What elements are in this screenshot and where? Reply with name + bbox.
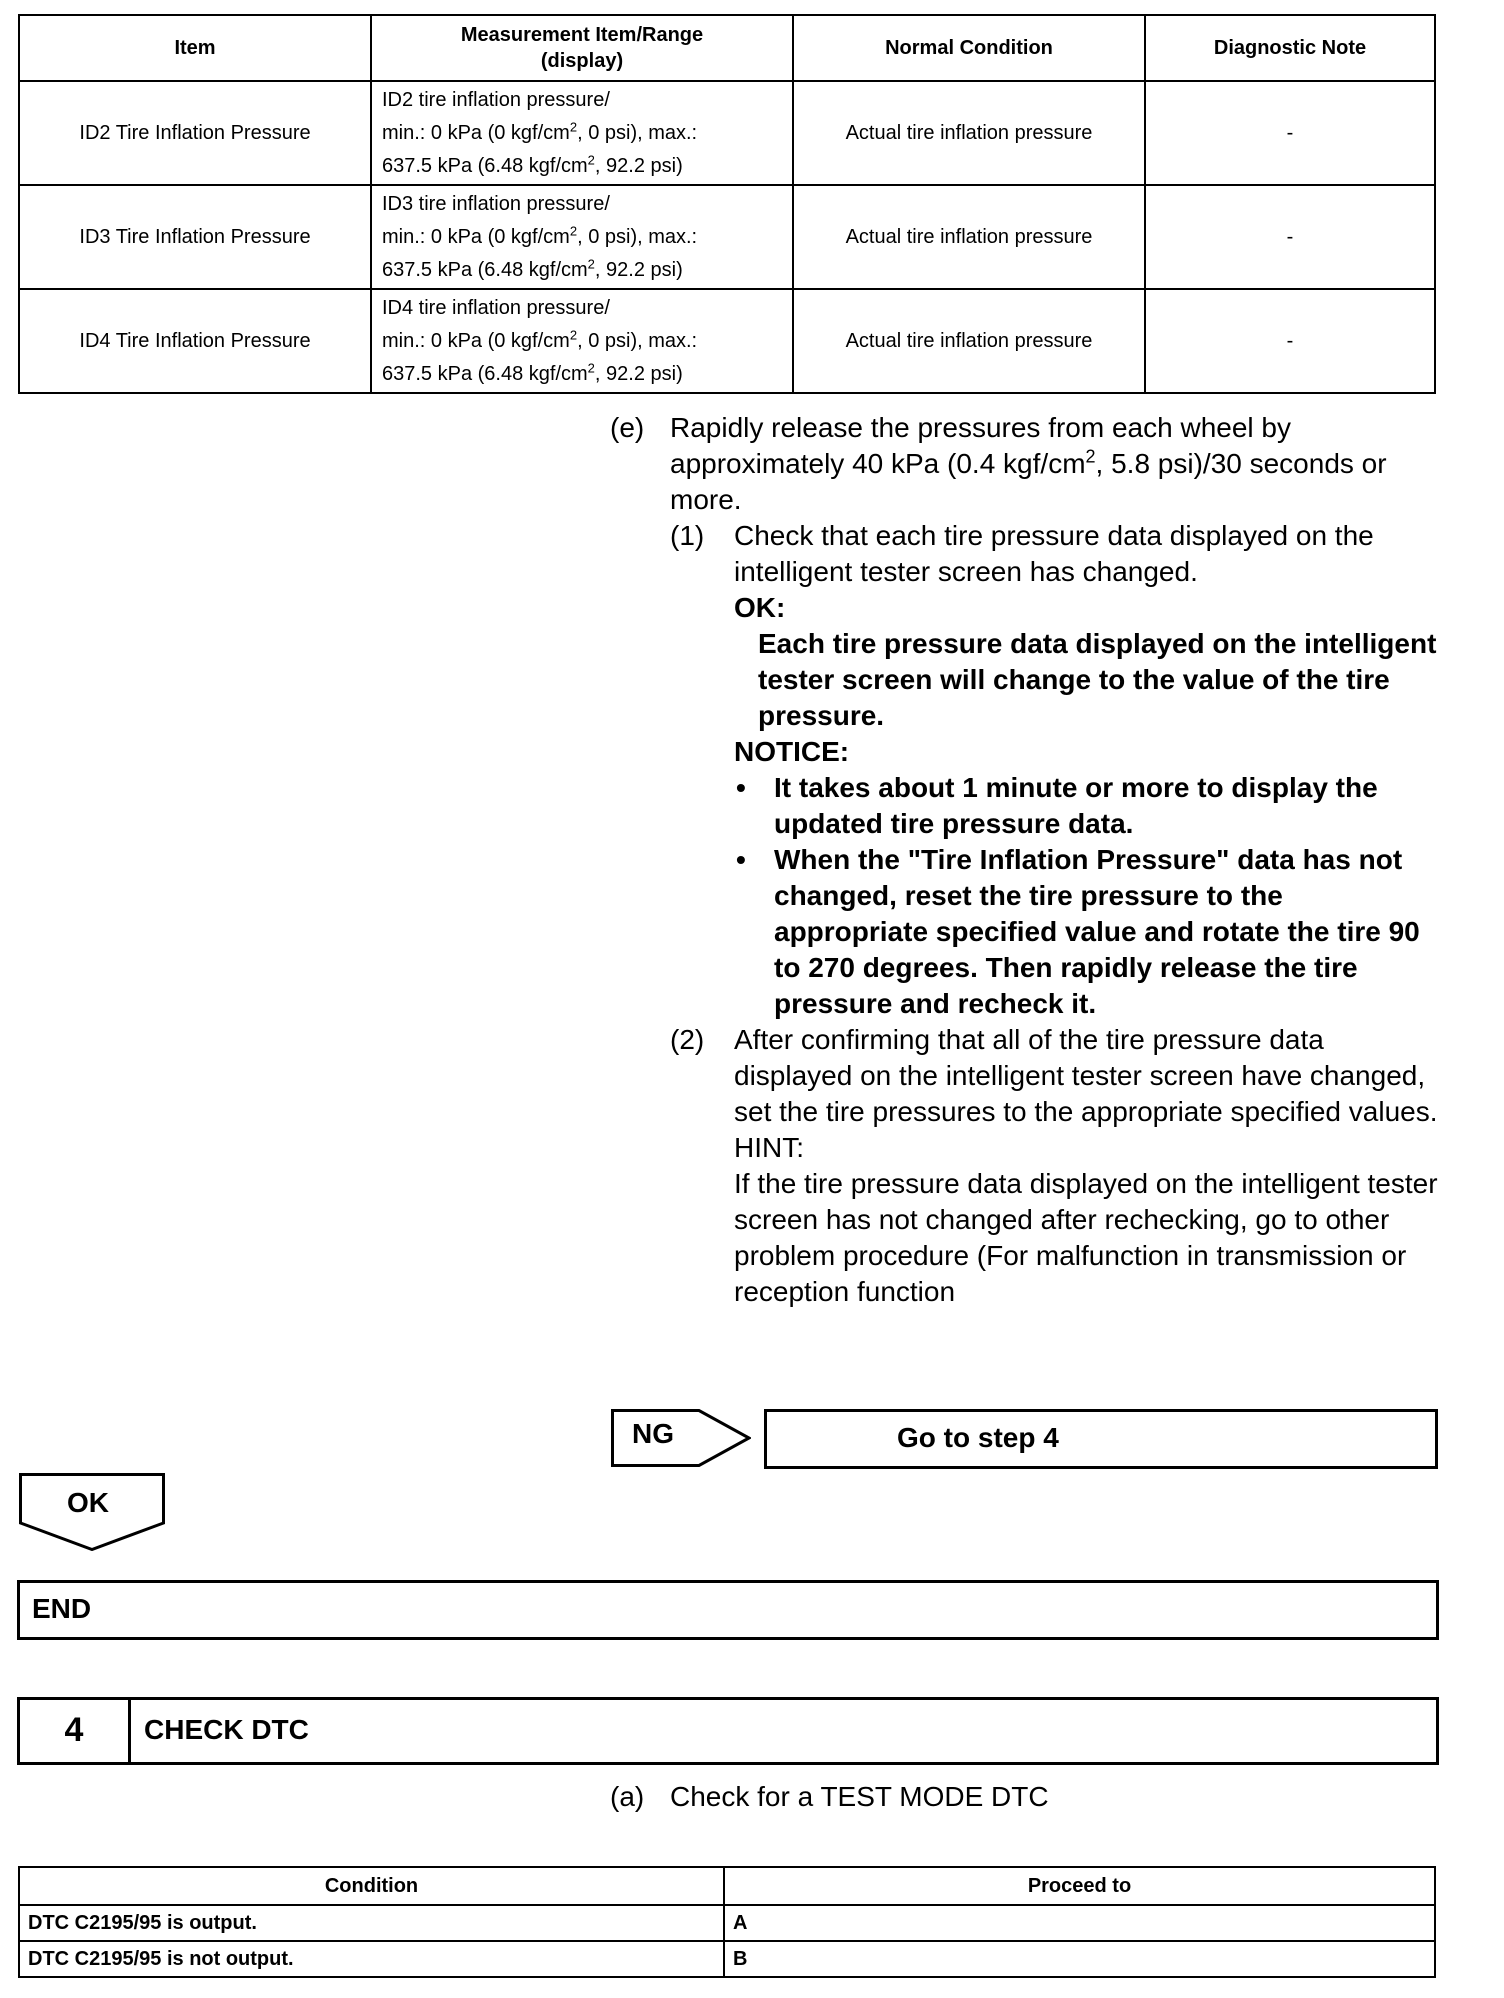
table-row	[19, 1941, 1435, 1977]
superscript: 2	[569, 118, 578, 134]
cell-normal-condition: Actual tire inflation pressure	[793, 81, 1145, 185]
hint-text: If the tire pressure data displayed on the intelligent tester screen has not changed after rechecking, go to other problem procedure (For malfunction in transmission or reception function	[734, 1168, 1438, 1307]
step-4-substep-a	[610, 1779, 1049, 1815]
cell-range	[371, 185, 793, 289]
header-measurement-range-text: Measurement Item/Range (display)	[460, 24, 704, 72]
substep-2-label: (2)	[670, 1024, 705, 1055]
range-text: , 92.2 psi)	[594, 154, 683, 177]
hint-label: HINT:	[734, 1132, 804, 1163]
substep-a-text: Check for a TEST MODE DTC	[670, 1781, 1049, 1812]
cell-range	[371, 289, 793, 393]
superscript: 2	[569, 222, 578, 238]
step-e-text: Rapidly release the pressures from each wheel by approximately 40 kPa (0.4 kgf/cm	[670, 412, 1291, 479]
notice-bullet	[734, 842, 1440, 1022]
end-box	[17, 1580, 1439, 1640]
step-e	[610, 410, 1440, 518]
substep-1-text: Check that each tire pressure data displayed on the intelligent tester screen has changed.	[734, 520, 1374, 587]
header-item: Item	[19, 15, 371, 81]
data-list-table	[18, 14, 1436, 394]
range-line: ID2 tire inflation pressure/	[382, 88, 610, 111]
step-title: CHECK DTC	[144, 1714, 309, 1745]
range-text: min.: 0 kPa (0 kgf/cm	[382, 225, 570, 248]
range-text: , 92.2 psi)	[594, 258, 683, 281]
step-e-label: (e)	[610, 412, 645, 443]
range-text: , 0 psi), max.:	[577, 121, 698, 144]
range-line	[382, 117, 782, 150]
header-measurement-range	[371, 15, 793, 81]
table-row	[19, 185, 1435, 289]
range-line	[382, 254, 782, 287]
notice-bullet-text: It takes about 1 minute or more to display the updated tire pressure data.	[774, 772, 1378, 839]
substep-2-text: After confirming that all of the tire pressure data displayed on the intelligent tester screen have changed, set the tire pressures to the appropriate specified values.	[734, 1024, 1438, 1127]
substep-1-label: (1)	[670, 520, 705, 551]
step-4-header	[17, 1697, 1439, 1765]
ok-label: OK:	[734, 592, 786, 623]
range-text: 637.5 kPa (6.48 kgf/cm	[382, 258, 588, 281]
range-line	[382, 221, 782, 254]
condition-table	[18, 1866, 1436, 1978]
notice-label: NOTICE:	[734, 736, 850, 767]
header-proceed-to: Proceed to	[724, 1867, 1435, 1905]
superscript: 2	[587, 255, 595, 271]
ok-result-label: OK	[67, 1487, 109, 1518]
cell-diagnostic-note: -	[1145, 81, 1435, 185]
superscript: 2	[569, 326, 578, 342]
header-diagnostic-note: Diagnostic Note	[1145, 15, 1435, 81]
cell-proceed-to: A	[724, 1905, 1435, 1941]
cell-item: ID4 Tire Inflation Pressure	[19, 289, 371, 393]
cell-normal-condition: Actual tire inflation pressure	[793, 185, 1145, 289]
range-text: 637.5 kPa (6.48 kgf/cm	[382, 154, 588, 177]
table-row	[19, 1905, 1435, 1941]
cell-normal-condition: Actual tire inflation pressure	[793, 289, 1145, 393]
range-line: ID4 tire inflation pressure/	[382, 296, 610, 319]
substep-2	[610, 1022, 1440, 1310]
notice-bullet	[734, 770, 1440, 842]
cell-range	[371, 81, 793, 185]
range-text: 637.5 kPa (6.48 kgf/cm	[382, 362, 588, 385]
step-number: 4	[20, 1700, 131, 1762]
table-row	[19, 81, 1435, 185]
range-line	[382, 358, 782, 391]
go-to-step-box	[764, 1409, 1438, 1469]
range-text: , 0 psi), max.:	[577, 225, 698, 248]
go-to-step-text: Go to step 4	[897, 1422, 1059, 1453]
notice-bullet-text: When the "Tire Inflation Pressure" data has not changed, reset the tire pressure to the appropriate specified value and rotate the tire 90 to 270 degrees. Then rapidly release the tire pressure and recheck it.	[774, 844, 1420, 1019]
cell-diagnostic-note: -	[1145, 185, 1435, 289]
end-text: END	[32, 1593, 92, 1624]
table-row	[19, 289, 1435, 393]
range-line: ID3 tire inflation pressure/	[382, 192, 610, 215]
ok-description: Each tire pressure data displayed on the intelligent tester screen will change to the value of the tire pressure.	[758, 628, 1437, 731]
range-text: min.: 0 kPa (0 kgf/cm	[382, 121, 570, 144]
range-line	[382, 150, 782, 183]
bullet-icon: •	[736, 772, 746, 803]
cell-proceed-to: B	[724, 1941, 1435, 1977]
header-normal-condition: Normal Condition	[793, 15, 1145, 81]
cell-condition: DTC C2195/95 is output.	[19, 1905, 724, 1941]
cell-item: ID2 Tire Inflation Pressure	[19, 81, 371, 185]
step-e-text-cont: , 5.8 psi)/30 seconds or more.	[670, 448, 1387, 515]
superscript: 2	[587, 359, 595, 375]
table-header-row	[19, 1867, 1435, 1905]
substep-1	[610, 518, 1440, 1022]
ng-label: NG	[632, 1418, 674, 1449]
bullet-icon: •	[736, 844, 746, 875]
table-header-row	[19, 15, 1435, 81]
cell-diagnostic-note: -	[1145, 289, 1435, 393]
superscript: 2	[587, 151, 595, 167]
cell-condition: DTC C2195/95 is not output.	[19, 1941, 724, 1977]
range-text: min.: 0 kPa (0 kgf/cm	[382, 329, 570, 352]
range-line	[382, 325, 782, 358]
procedure-text	[610, 410, 1440, 1310]
superscript: 2	[1085, 446, 1096, 467]
substep-a-label: (a)	[610, 1781, 645, 1812]
cell-item: ID3 Tire Inflation Pressure	[19, 185, 371, 289]
header-condition: Condition	[19, 1867, 724, 1905]
range-text: , 0 psi), max.:	[577, 329, 698, 352]
range-text: , 92.2 psi)	[594, 362, 683, 385]
